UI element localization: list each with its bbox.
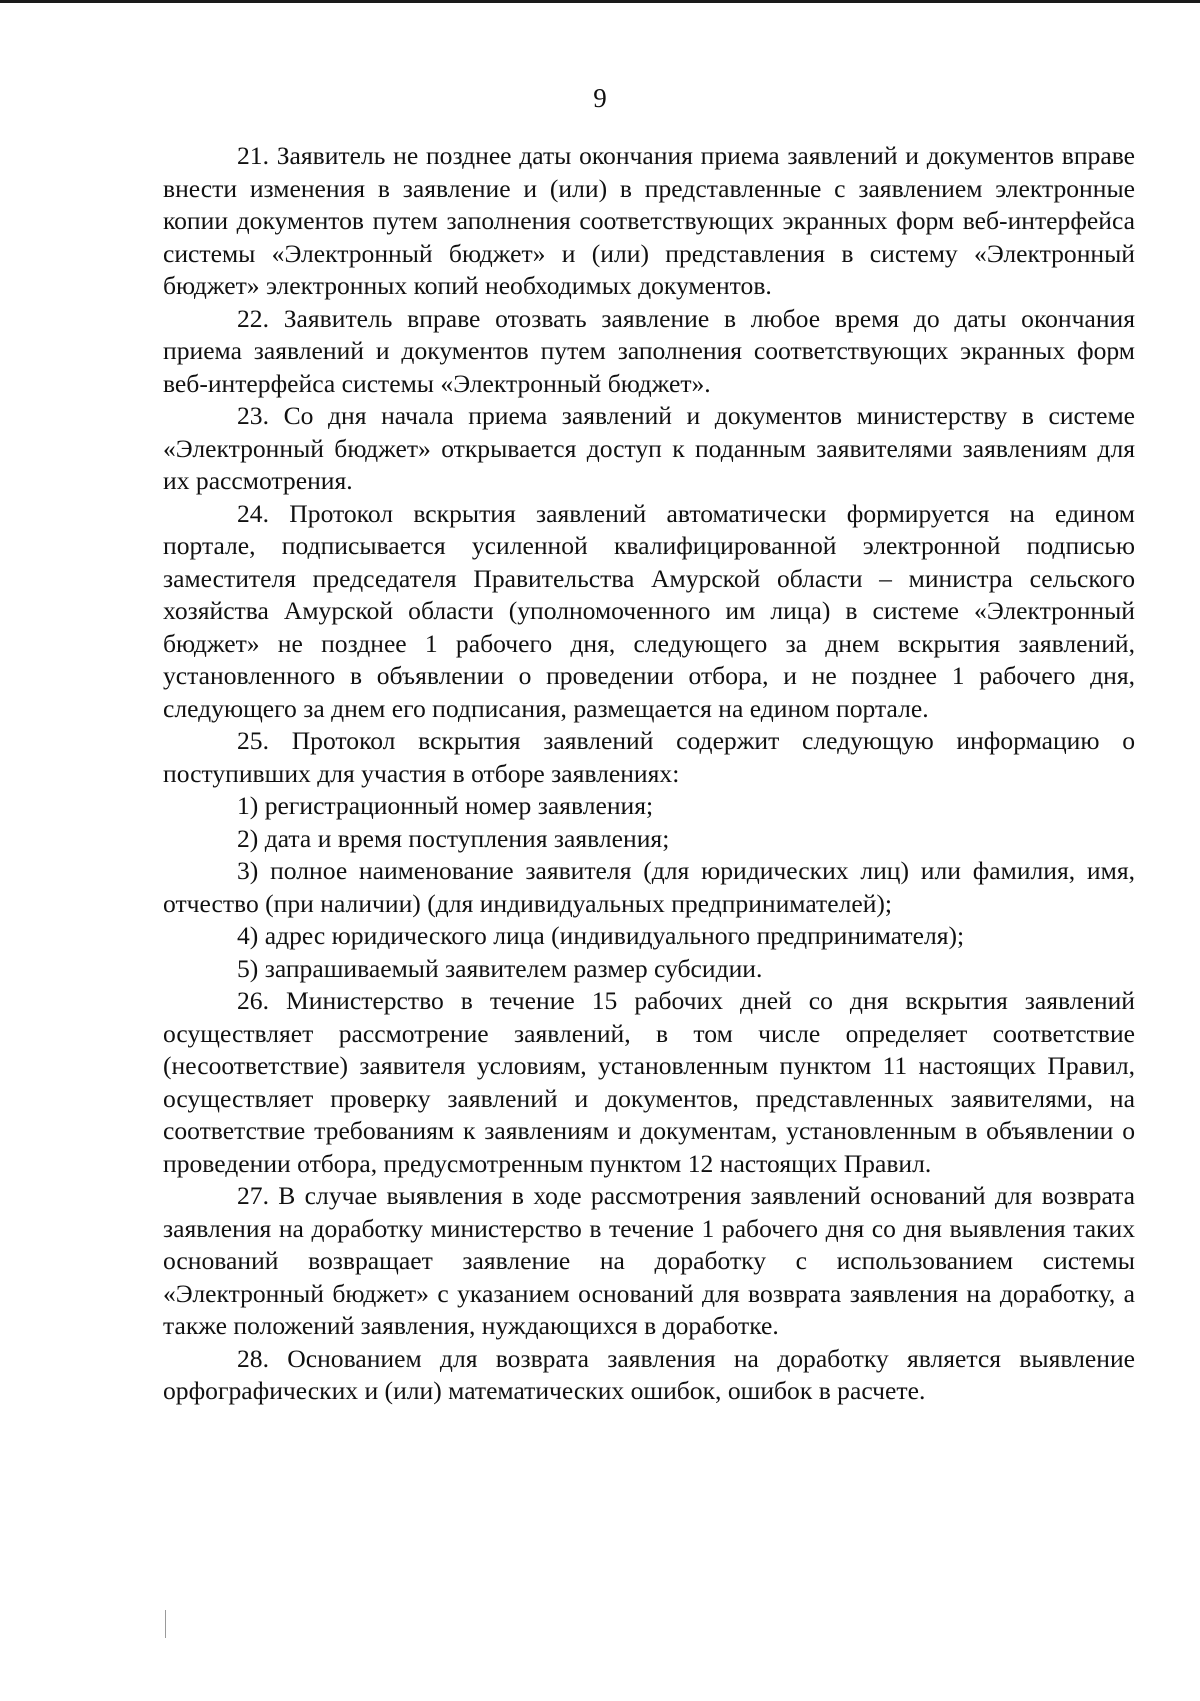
list-item-3: 3) полное наименование заявителя (для юридических лиц) или фамилия, имя, отчество (при наличии) (для индивидуальных предпринимателей);: [163, 856, 1135, 918]
page-number: 9: [593, 83, 607, 113]
list-item-4: 4) адрес юридического лица (индивидуального предпринимателя);: [237, 921, 965, 950]
list-item-5: 5) запрашиваемый заявителем размер субсидии.: [237, 953, 763, 983]
document-body: [163, 140, 1135, 1408]
list-item-1: 1) регистрационный номер заявления;: [237, 791, 654, 820]
paragraph-25: 25. Протокол вскрытия заявлений содержит следующую информацию о поступивших для участия в отборе заявлениях:: [163, 726, 1135, 788]
paragraph-24: 24. Протокол вскрытия заявлений автоматически формируется на едином портале, подписывается усиленной квалифицированной электронной подписью заместителя председателя Правительства Амурской области – министра сельского хозяйства Амурской области (уполномоченного им лица) в системе «Электронный бюджет» не позднее 1 рабочего дня, следующего за днем вскрытия заявлений, установленного в объявлении о проведении отбора, и не позднее 1 рабочего дня, следующего за днем его подписания, размещается на едином портале.: [163, 498, 1135, 723]
scan-speck: [165, 1610, 166, 1638]
paragraph-23: 23. Со дня начала приема заявлений и документов министерству в системе «Электронный бюджет» открывается доступ к поданным заявителями заявлениям для их рассмотрения.: [163, 401, 1135, 495]
paragraph-22: 22. Заявитель вправе отозвать заявление в любое время до даты окончания приема заявлений и документов путем заполнения соответствующих экранных форм веб-интерфейса системы «Электронный бюджет».: [163, 303, 1135, 398]
paragraph-27: 27. В случае выявления в ходе рассмотрения заявлений оснований для возврата заявления на доработку министерство в течение 1 рабочего дня со дня выявления таких оснований возвращает заявление на доработку с использованием системы «Электронный бюджет» с указанием оснований для возврата заявления на доработку, а также положений заявления, нуждающихся в доработке.: [163, 1181, 1135, 1340]
list-item-2: 2) дата и время поступления заявления;: [237, 823, 670, 853]
paragraph-28: 28. Основанием для возврата заявления на доработку является выявление орфографических и (или) математических ошибок, ошибок в расчете.: [163, 1343, 1135, 1405]
scan-top-edge: [0, 0, 1200, 3]
paragraph-26: 26. Министерство в течение 15 рабочих дней со дня вскрытия заявлений осуществляет рассмотрение заявлений, в том числе определяет соответствие (несоответствие) заявителя условиям, установленным пунктом 11 настоящих Правил, осуществляет проверку заявлений и документов, представленных заявителями, на соответствие требованиям к заявлениям и документам, установленным в объявлении о проведении отбора, предусмотренным пунктом 12 настоящих Правил.: [163, 986, 1135, 1178]
paragraph-21: 21. Заявитель не позднее даты окончания приема заявлений и документов вправе внести изменения в заявление и (или) в представленные с заявлением электронные копии документов путем заполнения соответствующих экранных форм веб-интерфейса системы «Электронный бюджет» и (или) представления в систему «Электронный бюджет» электронных копий необходимых документов.: [163, 141, 1135, 300]
